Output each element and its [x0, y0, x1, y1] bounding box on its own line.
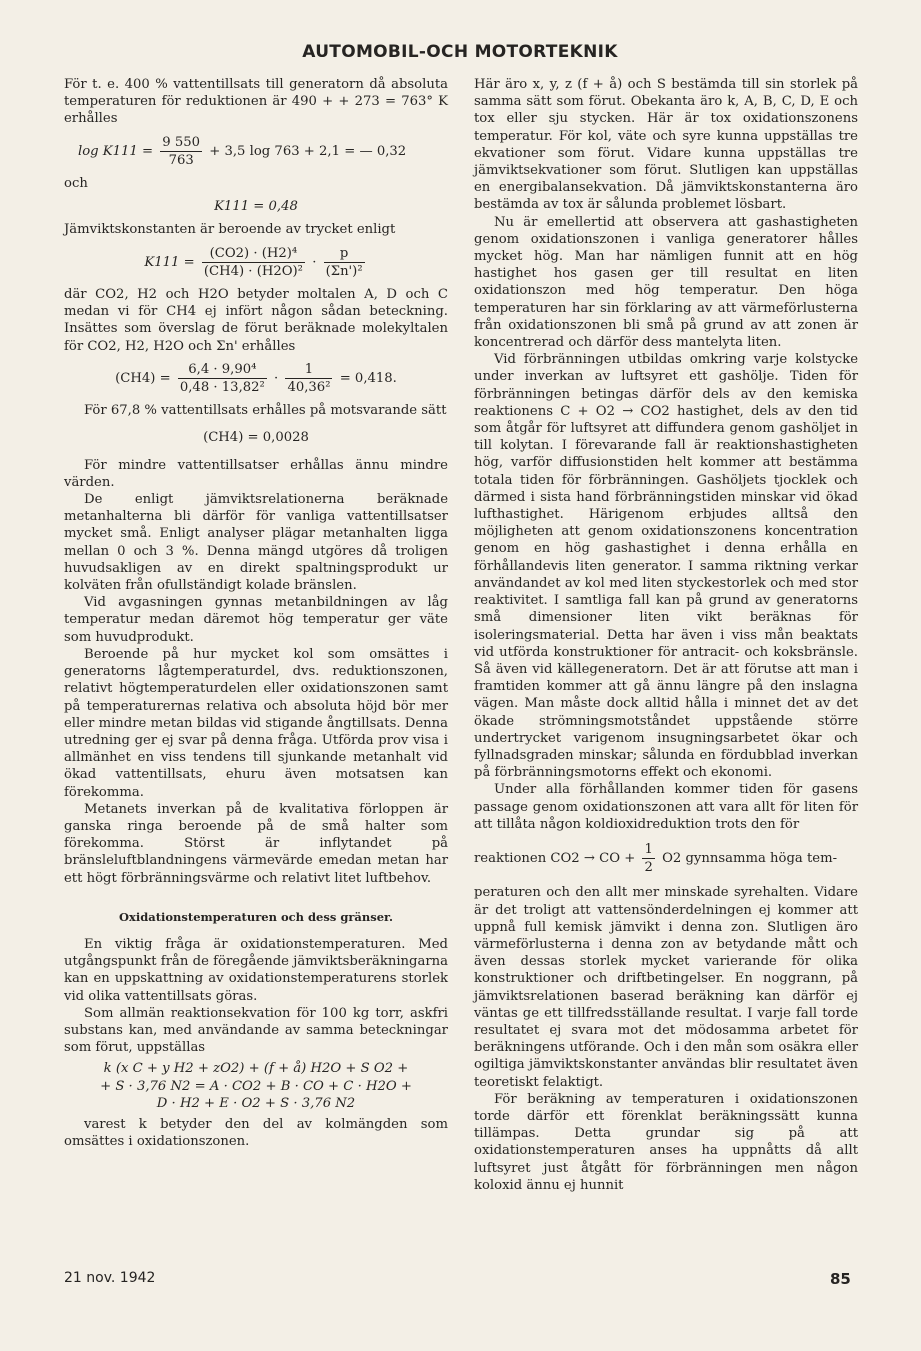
reaction-equation: k (x C + y H2 + zO2) + (f + å) H2O + S O2 + + S · 3,76 N2 = A · CO2 + B · CO + C · H2O + D · H2 + E · O2 + S · 3,76 N2 [100, 1061, 412, 1111]
equation-k111: K111 = 0,48 [214, 199, 298, 215]
paragraph: Jämviktskonstanten är beroende av trycket enligt [64, 222, 396, 238]
equation-ch4-result: (CH4) = 0,0028 [203, 430, 309, 446]
paragraph: där CO2, H2 och H2O betyder moltalen A, D och C medan vi för CH4 ej infört någon sådan beteckning. Insättes som överslag de förut beräknade molekyltalen för CO2, H2, H2O och Σn' erhålles [64, 287, 448, 354]
paragraph: De enligt jämviktsrelationerna beräknade metanhalterna bli därför för vanliga vattentillsatser mycket små. Enligt analyser plägar metanhalten ligga mellan 0 och 3 %. Denna mängd utgöres då troligen huvudsakligen av en direkt spaltningsprodukt ur kolväten från ofullständigt kolade bränslen. [64, 492, 448, 594]
paragraph: varest k betyder den del av kolmängden som omsättes i oxidationszonen. [64, 1116, 448, 1150]
paragraph: Vid förbränningen utbildas omkring varje kolstycke under inverkan av luftsyret ett gashölje. Tiden för förbränningen betingas därför dels av den kemiska reaktionens C + O2 → CO2 hastighet, dels av den tid som åtgår för luftsyret att diffundera genom gashöljet in till kolytan. I förevarande fall är reaktionshastigheten hög, varför diffusionstiden helt kommer att bestämma totala tiden för förbränningen. Gashöljets tjocklek och därmed i sista hand förbränningstiden minskar vid ökad lufthastighet. Härigenom erbjudes alltså den möjligheten att genom oxidationszonens koncentration genom en hög gashastighet i denna erhålla en förhållandevis liten generator. I samma riktning verkar användandet av kol med liten styckestorlek och med stor reaktivitet. I samtliga fall kan på grund av generatorns små dimensioner liten vikt beräknas för isoleringsmaterial. Detta har även i viss mån beaktats vid utförda konstruktioner för antracit- och koksbränsle. Så även vid källegeneratorn. Det är att förutse att man i framtiden kommer att gå ännu längre på den inslagna vägen. Man måste dock alltid hålla i minnet det av det ökade strömningsmotståndet uppstående större undertrycket varigenom insugningsarbetet ökar och fyllnadsgraden minskar; sålunda en fördubblad inverkan på förbränningsmotorns effekt och ekonomi. [474, 352, 858, 781]
paragraph: peraturen och den allt mer minskade syrehalten. Vidare är det troligt att vattensönderdelningen ej kommer att uppnå full kemisk jämvikt i denna zon. Slutligen äro värmeförlusterna i denna zon av betydande mått och även dessas storlek mycket varierande för olika konstruktioner och driftbetingelser. En noggrann, på jämviktsrelationen baserad beräkning kan därför ej väntas ge ett tillfredsställande resultat. I varje fall torde resultatet ej svara mot det mödosamma arbetet för beräkningens utförande. Och i den mån som osäkra eller ogiltiga jämviktskonstanter användas blir resultatet även teoretiskt felaktigt. [474, 885, 858, 1090]
page-number: 85 [830, 1270, 851, 1288]
paragraph: För t. e. 400 % vattentillsats till generatorn då absoluta temperaturen för reduktionen är 490 + + 273 = 763° K erhålles [64, 77, 448, 127]
paragraph: Under alla förhållanden kommer tiden för gasens passage genom oxidationszonen att vara allt för liten för att tillåta någon koldioxidreduktion trots den för [474, 782, 858, 832]
equation-ch4: (CH4) = $\frac{\text{6,4 · 9,90⁴}}{\text{0,48 · 13,82²}}$ · $\frac{1}{\text{40,36²}}$ = 0,418. [115, 361, 397, 396]
equation-log-k111: log K111 = $\frac{9 550}{763}$ + 3,5 log 763 + 2,1 = — 0,32 [78, 134, 407, 168]
paragraph: För mindre vattentillsatser erhållas ännu mindre värden. [64, 457, 448, 490]
footer-date: 21 nov. 1942 [64, 1270, 156, 1286]
paragraph: Vid avgasningen gynnas metanbildningen av låg temperatur medan däremot hög temperatur ger väte som huvudprodukt. [64, 595, 448, 645]
left-column [64, 76, 448, 1150]
equation-k111-pressure: K111 = $\frac{\text{(CO2) · (H2)⁴}}{\text{(CH4) · (H2O)²}}$ · $\frac{p}{\text{(Σn')²}}$ [144, 245, 363, 279]
fraction: $\frac{9 550}{763}$ [162, 134, 201, 168]
paragraph: Här äro x, y, z (f + å) och S bestämda till sin storlek på samma sätt som förut. Obekanta äro k, A, B, C, D, E och tox eller sju stycken. Här är tox oxidationszonens temperatur. För kol, väte och syre kunna uppställas tre ekvationer som förut. Vidare kunna uppställas tre jämviktsekvationer som förut. Slutligen kan uppställas en energibalansekvation. Då jämviktskonstanterna äro bestämda av tox är sålunda problemet lösbart. [474, 77, 858, 213]
paragraph: För beräkning av temperaturen i oxidationszonen torde därför ett förenklat beräkningssätt kunna tillämpas. Detta grundar sig på att oxidationstemperaturen anses ha uppnåtts då allt luftsyret just åtgått för förbränningen men någon koloxid ännu ej hunnit [474, 1091, 858, 1193]
paragraph: Som allmän reaktionsekvation för 100 kg torr, askfri substans kan, med användande av samma beteckningar som förut, uppställas [64, 1005, 448, 1056]
paragraph: och [64, 176, 88, 192]
paragraph: Metanets inverkan på de kvalitativa förloppen är ganska ringa beroende på de små halter som förekomma. Störst är inflytandet på bränsleluftblandningens värmevärde emedan metan har ett högt förbränningsvärme och relativt litet luftbehov. [64, 801, 448, 886]
paragraph: Nu är emellertid att observera att gashastigheten genom oxidationszonen i vanliga generatorer hålles mycket hög. Man har nämligen funnit att en hög hastighet hos gasen ger till resultat en liten oxidationszon med hög temperatur. Den höga temperaturen har sin förklaring av att värmeförlusterna från oxidationszonen bli små på grund av att zonen är koncentrerad och därför dess mantelyta liten. [474, 214, 858, 351]
page-header-title: AUTOMOBIL-OCH MOTORTEKNIK [302, 42, 618, 62]
paragraph: En viktig fråga är oxidationstemperaturen. Med utgångspunkt från de föregående jämviktsberäkningarna kan en uppskattning av oxidationstemperaturens storlek vid olika vattentillsats göras. [64, 936, 448, 1004]
right-column [474, 76, 858, 1194]
section-heading: Oxidationstemperaturen och dess gränser. [118, 909, 394, 924]
reaction-line: reaktionen CO2 → CO + $\frac{1}{2}$ O2 gynnsamma höga tem- [474, 841, 838, 876]
paragraph: För 67,8 % vattentillsats erhålles på motsvarande sätt [84, 403, 447, 419]
paragraph: Beroende på hur mycket kol som omsättes i generatorns lågtemperaturdel, dvs. reduktionszonen, relativt högtemperaturdelen eller oxidationszonen samt på temperaturernas relativa och absoluta höjd bör mer eller mindre metan bildas vid stigande ångtillsats. Denna utredning ger ej svar på denna fråga. Utförda prov visa i allmänhet en viss tendens till sjunkande metanhalt vid ökad vattentillsats, ehuru även motsatsen kan förekomma. [64, 646, 448, 800]
